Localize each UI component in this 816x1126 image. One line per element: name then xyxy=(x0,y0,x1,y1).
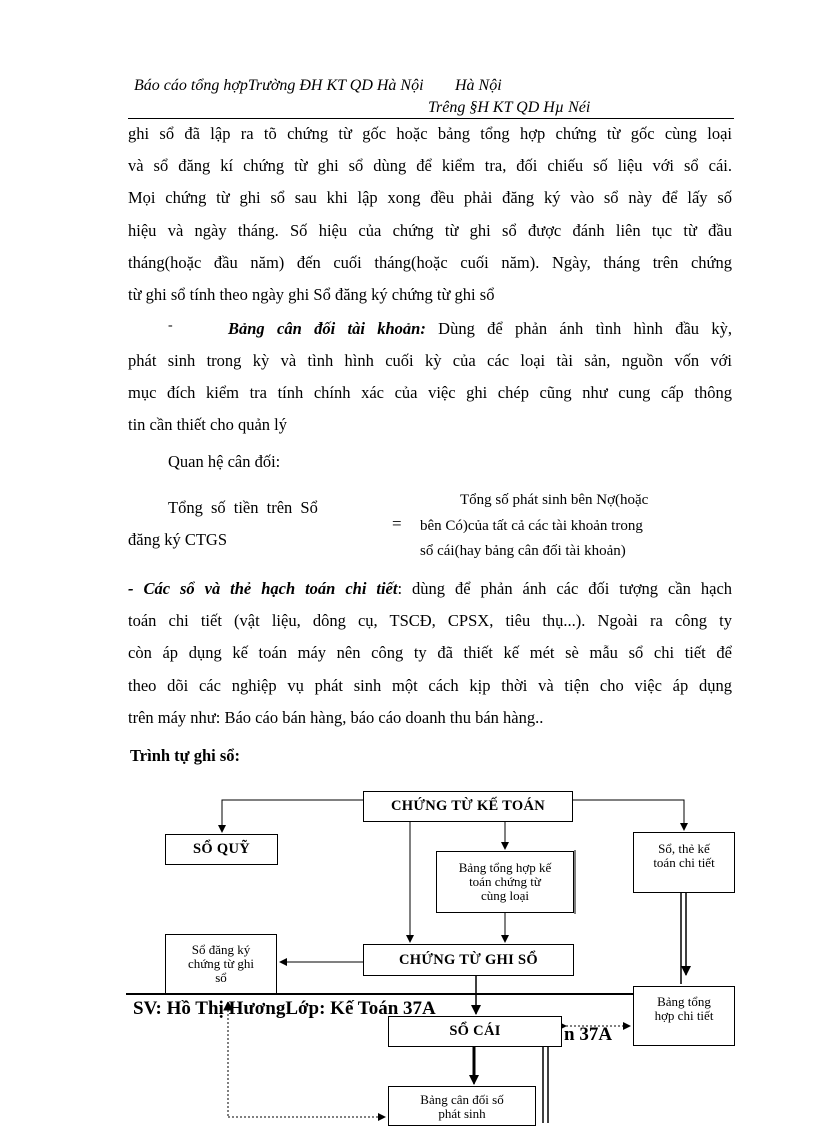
box-label: cùng loại xyxy=(480,888,529,903)
box-so-the-ke-toan-chi-tiet xyxy=(633,832,735,893)
balance-right-line2: bên Có)của tất cả các tài khoản trong xyxy=(420,518,643,534)
box-label: Sổ đăng ký xyxy=(191,942,251,957)
box-so-quy xyxy=(165,834,278,865)
footer-class: Lớp: Kế Toán 37A xyxy=(285,998,436,1019)
detail-ledgers-title: - Các sổ và thẻ hạch toán chi tiết xyxy=(128,579,398,598)
box-label: Sổ, thẻ kế xyxy=(658,840,710,856)
balance-left-line2: đăng ký CTGS xyxy=(128,530,227,549)
box-label: Bảng tổng xyxy=(657,994,711,1009)
text-line: trên máy như: Báo cáo bán hàng, báo cáo doanh thu bán hàng.. xyxy=(128,707,544,727)
text-line: còn áp dụng kế toán máy nên công ty đã thiết kế mét sè mẫu sổ chi tiết để xyxy=(128,643,732,663)
balance-left-line1: Tổng số tiền trên Sổ xyxy=(168,498,318,517)
text-line: mục đích kiểm tra tính chính xác của việc ghi chép cũng như cung cấp thông xyxy=(128,383,732,403)
sequence-title: Trình tự ghi sổ: xyxy=(130,746,240,765)
box-label: sổ xyxy=(215,970,227,985)
box-label: SỔ QUỸ xyxy=(193,841,250,857)
text-line: theo dõi các nghiệp vụ phát sinh một cách kịp thời và tiện cho việc áp dụng xyxy=(128,675,732,695)
text-line: và sổ đăng kí chứng từ ghi sổ dùng để kiểm tra, đối chiếu số liệu với sổ cái. xyxy=(128,156,732,176)
box-label: Bảng tổng hợp kế xyxy=(458,860,552,875)
footer-class-overlap: n 37A xyxy=(564,1024,613,1045)
balance-right-line1: Tổng số phát sinh bên Nợ(hoặc xyxy=(460,492,649,508)
box-label: chứng từ ghi xyxy=(187,956,255,971)
header-city-overlap: Hà Nội xyxy=(455,77,502,94)
text-line: tháng(hoặc đầu năm) đến cuối tháng(hoặc cuối năm). Ngày, tháng trên chứng xyxy=(128,252,732,272)
box-so-cai xyxy=(388,1016,562,1047)
box-chung-tu-ghi-so xyxy=(363,944,574,976)
box-bang-can-doi-so-phat-sinh xyxy=(388,1086,536,1126)
balance-right-line3: sổ cái(hay bảng cân đối tài khoản) xyxy=(420,543,626,559)
trial-balance-text: Dùng để phản ánh tình hình đầu kỳ, xyxy=(425,319,732,338)
text-line: tin cần thiết cho quản lý xyxy=(128,415,287,435)
balance-heading: Quan hệ cân đối: xyxy=(168,452,281,471)
box-so-dang-ky-chung-tu xyxy=(165,934,277,994)
footer-student xyxy=(133,998,436,1020)
box-label: toán chứng từ xyxy=(469,874,541,889)
box-chung-tu-ke-toan xyxy=(363,791,573,822)
box-label: phát sinh xyxy=(438,1106,486,1121)
header-report-label: Báo cáo tổng hợp xyxy=(134,77,248,94)
box-label: toán chi tiết xyxy=(653,854,715,870)
box-label: CHỨNG TỪ GHI SỔ xyxy=(399,951,538,968)
header-school: Trường ĐH KT QD Hà Nội xyxy=(247,77,424,94)
text-line: phát sinh trong kỳ và tình hình cuối kỳ của các loại tài sản, nguồn vốn với xyxy=(128,351,732,370)
trial-balance-title: Bảng cân đối tài khoản: xyxy=(228,319,426,338)
box-label: CHỨNG TỪ KẾ TOÁN xyxy=(391,798,545,814)
box-bang-tong-hop-chung-tu xyxy=(436,851,574,913)
text-line: hiệu và ngày tháng. Số hiệu của chứng từ ghi sổ được đánh liên tục từ đầu xyxy=(128,220,732,240)
box-label: Bảng cân đối số xyxy=(420,1092,504,1107)
header-school-garbled: Trêng §H KT QD Hµ Néi xyxy=(428,99,591,116)
footer-student-name: SV: Hồ Thị Hương xyxy=(133,998,286,1019)
box-label: hợp chi tiết xyxy=(654,1008,714,1023)
box-label: SỔ CÁI xyxy=(449,1023,501,1039)
text-line: ghi sổ đã lập ra tõ chứng từ gốc hoặc bảng tổng hợp chứng từ gốc cùng loại xyxy=(128,124,732,143)
text-line: từ ghi sổ tính theo ngày ghi Sổ đăng ký chứng từ ghi sổ xyxy=(128,285,495,305)
balance-equals: = xyxy=(392,514,402,533)
text-line: toán chi tiết (vật liệu, dông cụ, TSCĐ, CPSX, tiêu thụ...). Ngoài ra công ty xyxy=(128,611,732,631)
detail-ledgers-text: : dùng để phản ánh các đối tượng cần hạch xyxy=(397,579,733,598)
text-line: Mọi chứng từ ghi sổ sau khi lập xong đều phải đăng ký vào sổ này để lấy số xyxy=(128,188,732,208)
box-bang-tong-hop-chi-tiet xyxy=(633,986,735,1046)
bullet-dash: - xyxy=(168,318,173,333)
